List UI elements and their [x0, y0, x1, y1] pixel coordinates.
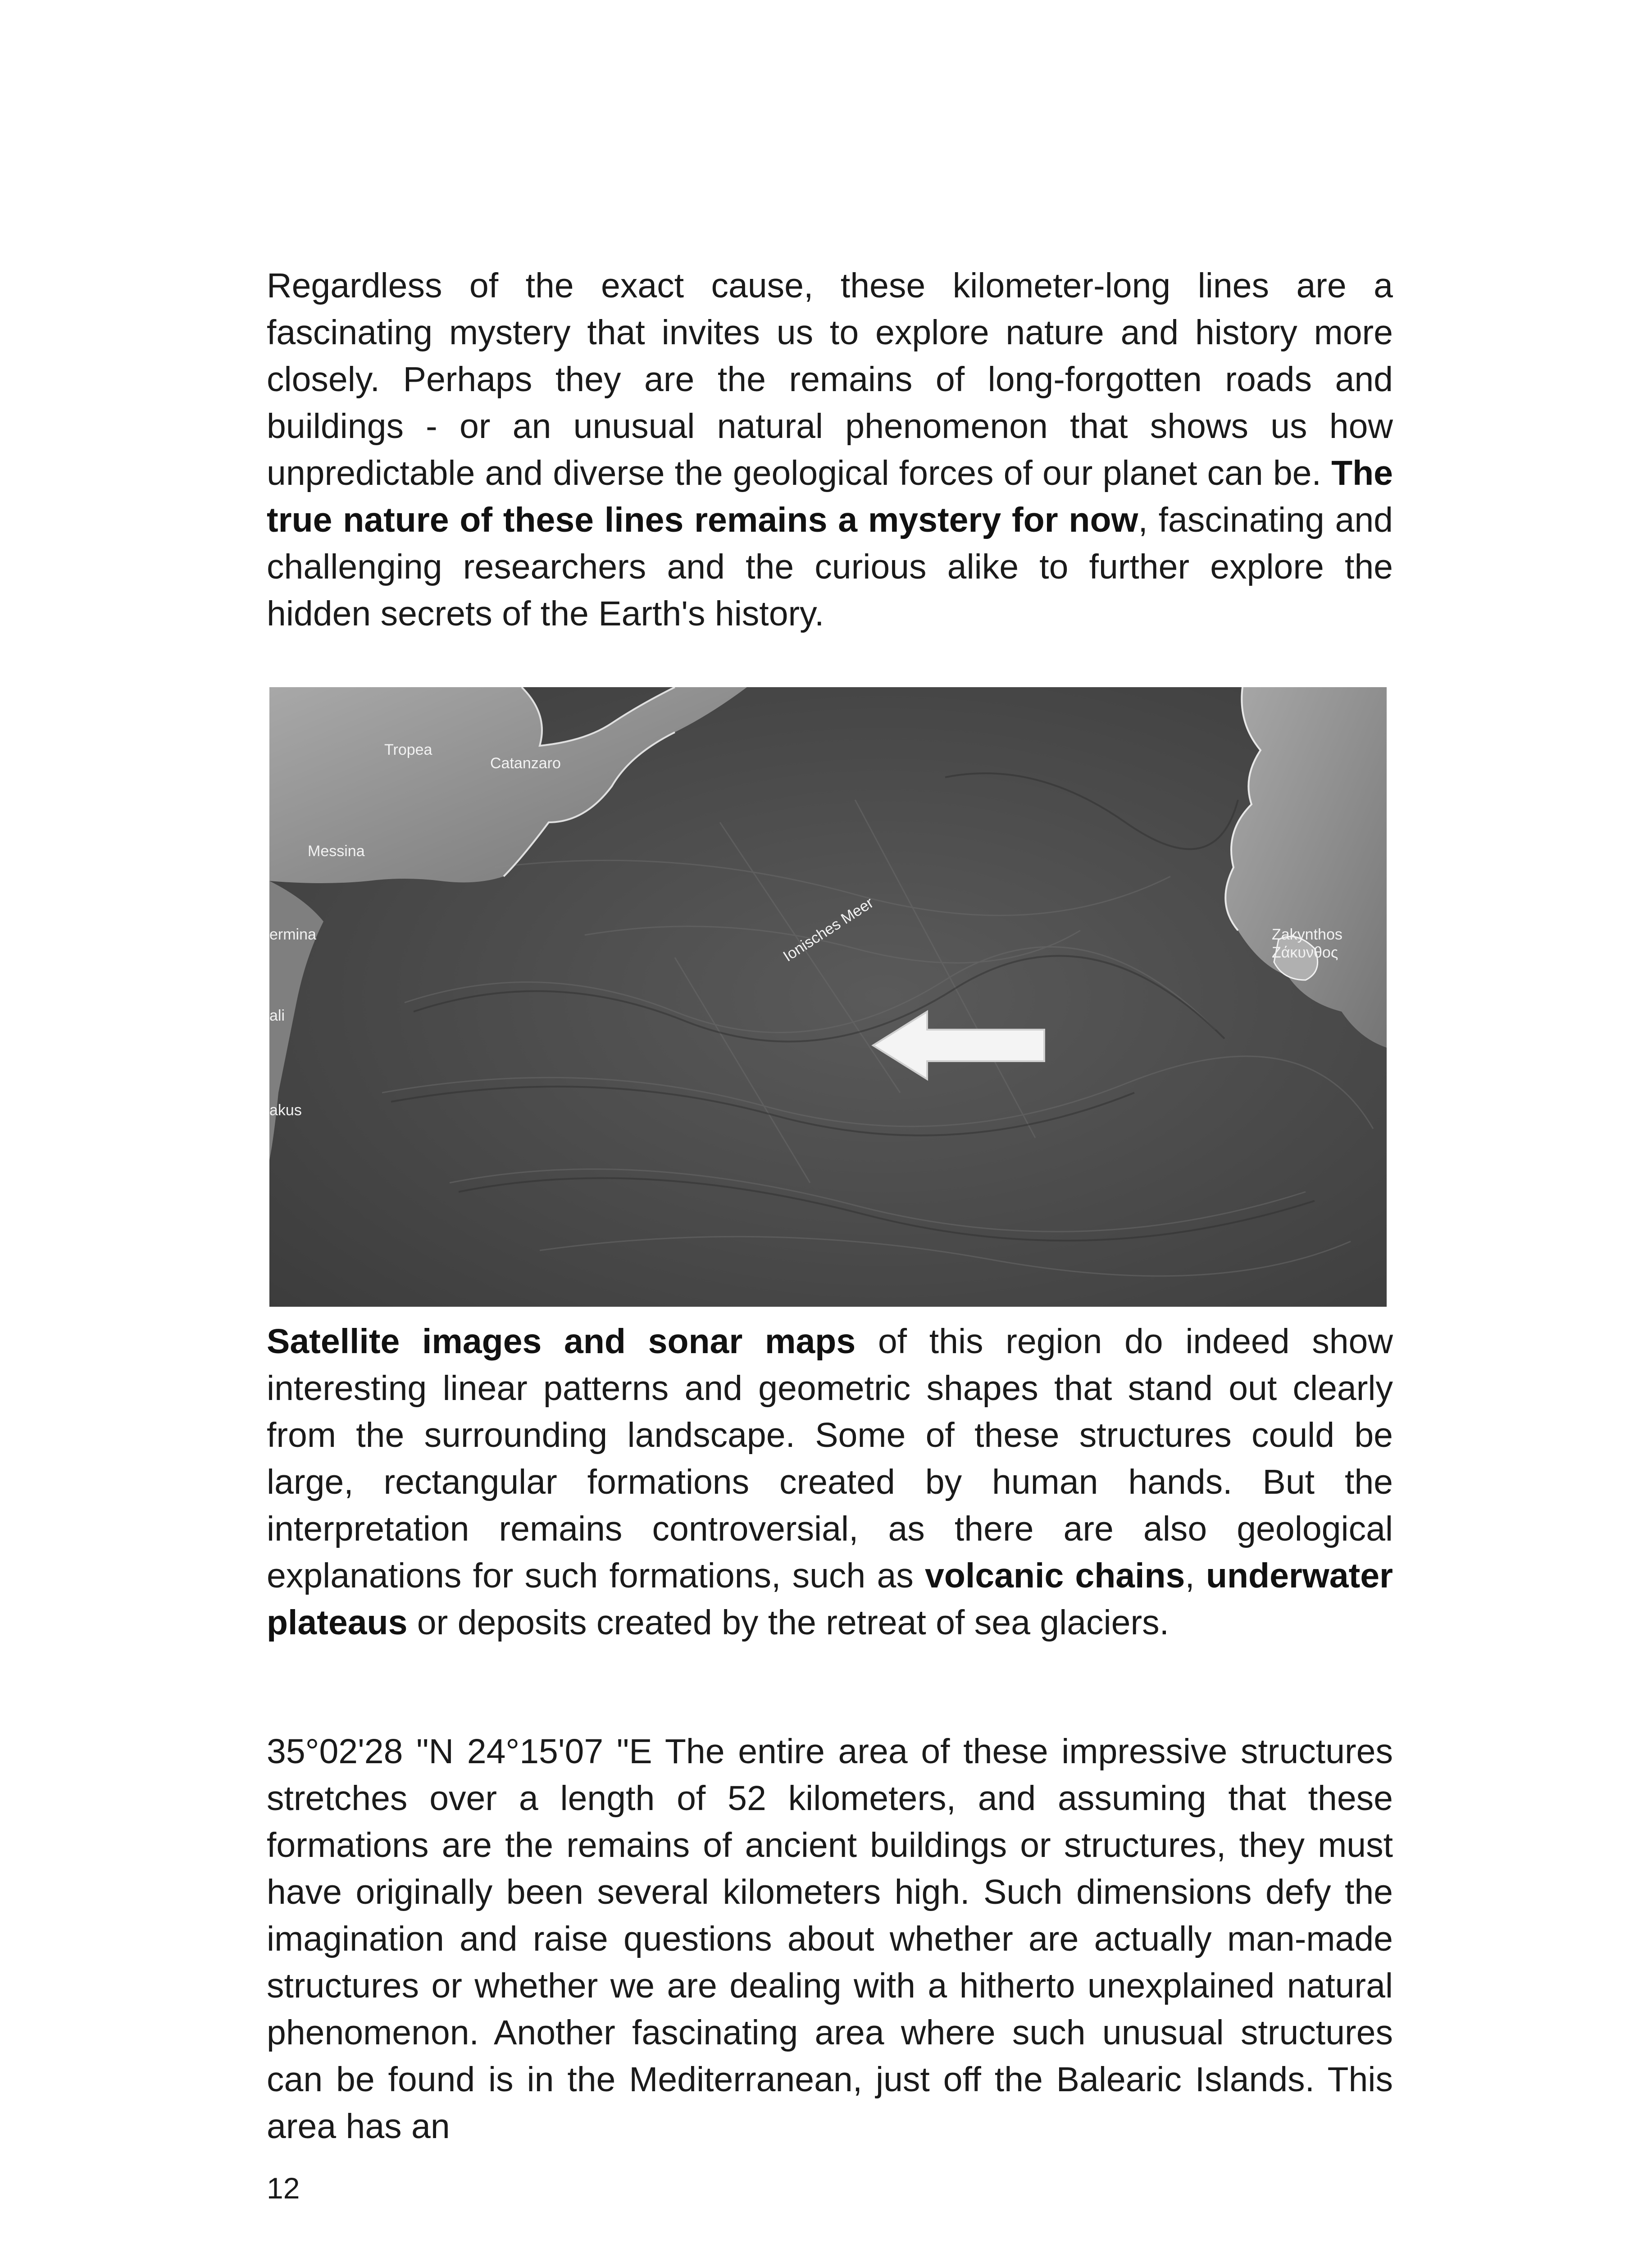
paragraph-text: , — [1185, 1556, 1206, 1595]
paragraph-coordinates — [267, 1728, 1393, 2150]
bold-phrase: underwater plateaus — [267, 1556, 1393, 1642]
paragraph-text: or deposits created by the retreat of sea glaciers. — [407, 1603, 1170, 1642]
bold-phrase: Satellite images and sonar maps — [267, 1322, 856, 1361]
paragraph-text: , fascinating and challenging researchers and the curious alike to further explore the hidden secrets of the Earth's history. — [267, 501, 1393, 633]
paragraph-text: 35°02'28 "N 24°15'07 "E The entire area of these impressive structures stretches over a length of 52 kilometers, and assuming that these formations are the remains of ancient buildings or structures, they must have originally been several kilometers high. Such dimensions defy the imagination and raise questions about whether are actually man-made structures or whether we are dealing with a hitherto unexplained natural phenomenon. Another fascinating area where such unusual structures can be found is in the Mediterranean, just off the Balearic Islands. This area has an — [267, 1732, 1393, 2146]
paragraph-text: Regardless of the exact cause, these kilometer-long lines are a fascinating mystery that invites us to explore nature and history more closely. Perhaps they are the remains of long-forgotten roads and buildings - or an unusual natural phenomenon that shows us how unpredictable and diverse the geological forces of our planet can be. — [267, 266, 1393, 493]
label-palermo-partial: ermina — [269, 926, 316, 943]
label-partial: ali — [269, 1007, 285, 1024]
paragraph-satellite-images — [267, 1318, 1393, 1646]
label-messina: Messina — [308, 843, 365, 860]
paragraph-mystery-lines — [267, 262, 1393, 637]
bold-phrase: The true nature of these lines remains a mystery for now — [267, 454, 1393, 539]
bold-phrase: volcanic chains — [925, 1556, 1185, 1595]
satellite-map-image — [269, 687, 1387, 1307]
label-catanzaro: Catanzaro — [490, 755, 561, 772]
seafloor-map — [269, 687, 1387, 1307]
label-syracuse-partial: akus — [269, 1102, 302, 1119]
label-zakynthos: Zakynthos — [1272, 926, 1343, 943]
label-zakynthos-greek: Ζάκυνθος — [1272, 944, 1338, 961]
paragraph-text: of this region do indeed show interesting linear patterns and geometric shapes that stand out clearly from the surrounding landscape. Some of these structures could be large, rectangular formations created by human hands. But the interpretation remains controversial, as there are also geological explanations for such formations, such as — [267, 1322, 1393, 1595]
label-sea: Ionisches Meer — [780, 894, 877, 965]
page-number: 12 — [267, 2171, 300, 2205]
label-tropea: Tropea — [384, 741, 432, 758]
